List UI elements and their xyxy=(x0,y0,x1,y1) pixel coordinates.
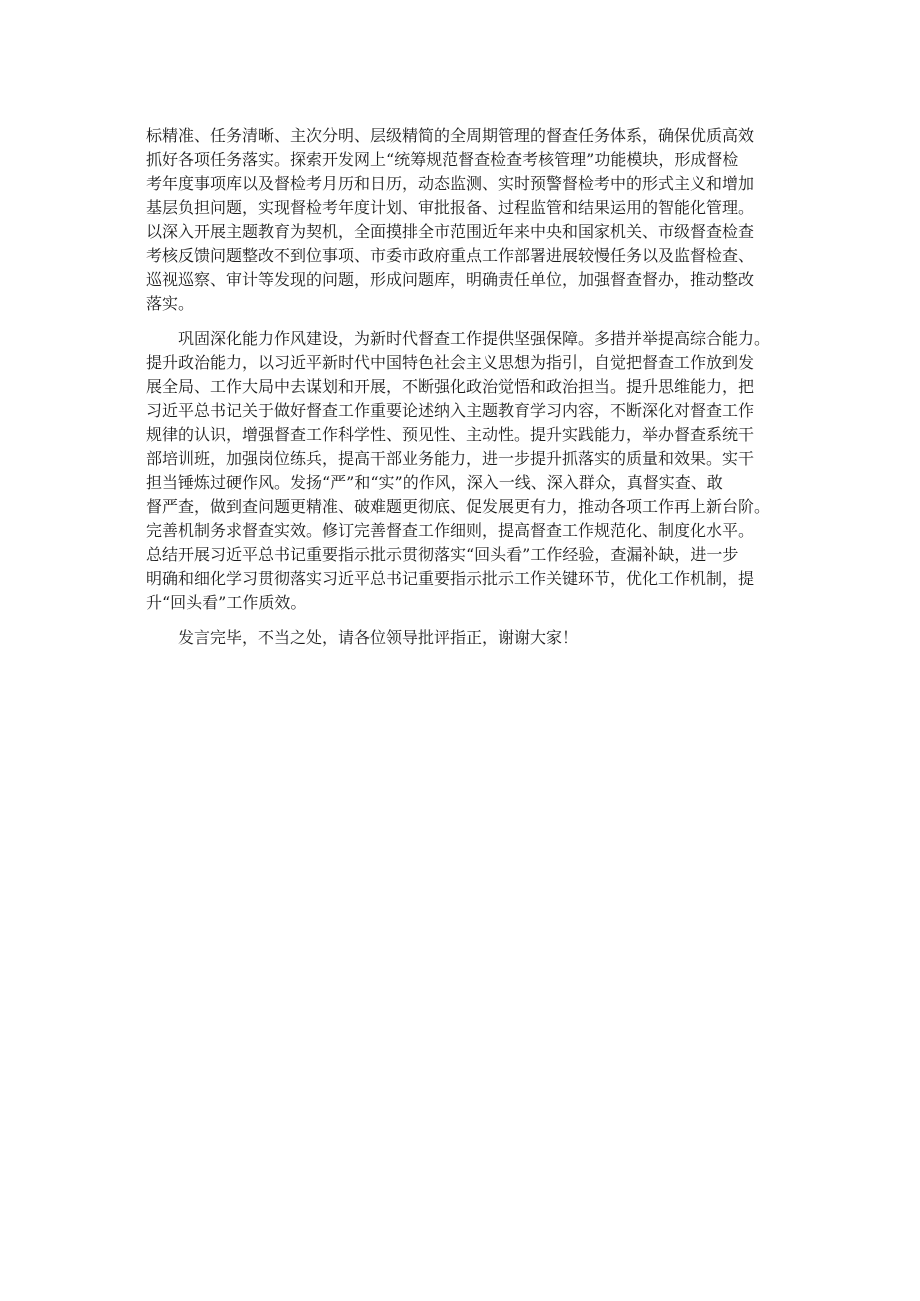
text-line: 巡视巡察、审计等发现的问题，形成问题库，明确责任单位，加强督查督办，推动整改 xyxy=(146,270,755,289)
text-line: 展全局、工作大局中去谋划和开展，不断强化政治觉悟和政治担当。提升思维能力，把 xyxy=(146,377,755,396)
text-line: 落实。 xyxy=(146,294,195,313)
text-line: 完善机制务求督查实效。修订完善督查工作细则，提高督查工作规范化、制度化水平。 xyxy=(146,521,755,540)
text-line: 考核反馈问题整改不到位事项、市委市政府重点工作部署进展较慢任务以及监督检查、 xyxy=(146,246,755,265)
paragraph-1 xyxy=(146,124,778,316)
text-line: 部培训班，加强岗位练兵，提高干部业务能力，进一步提升抓落实的质量和效果。实干 xyxy=(146,449,755,468)
paragraph-2 xyxy=(146,327,778,615)
text-line: 明确和细化学习贯彻落实习近平总书记重要指示批示工作关键环节，优化工作机制，提 xyxy=(146,569,755,588)
text-line: 提升政治能力，以习近平新时代中国特色社会主义思想为指引，自觉把督查工作放到发 xyxy=(146,353,755,372)
text-line: 发言完毕，不当之处，请各位领导批评指正，谢谢大家！ xyxy=(146,628,579,647)
text-line: 习近平总书记关于做好督查工作重要论述纳入主题教育学习内容，不断深化对督查工作 xyxy=(146,401,755,420)
text-line: 考年度事项库以及督检考月历和日历，动态监测、实时预警督检考中的形式主义和增加 xyxy=(146,174,755,193)
text-line: 以深入开展主题教育为契机，全面摸排全市范围近年来中央和国家机关、市级督查检查 xyxy=(146,222,755,241)
paragraph-3 xyxy=(146,626,778,650)
text-line: 基层负担问题，实现督检考年度计划、审批报备、过程监管和结果运用的智能化管理。 xyxy=(146,198,755,217)
document-body xyxy=(146,124,778,661)
text-line: 规律的认识，增强督查工作科学性、预见性、主动性。提升实践能力，举办督查系统干 xyxy=(146,425,755,444)
text-line: 总结开展习近平总书记重要指示批示贯彻落实“回头看”工作经验，查漏补缺，进一步 xyxy=(146,545,739,564)
text-line: 升“回头看”工作质效。 xyxy=(146,593,307,612)
text-line: 巩固深化能力作风建设，为新时代督查工作提供坚强保障。多措并举提高综合能力。 xyxy=(146,329,771,348)
text-line: 担当锤炼过硬作风。发扬“严”和“实”的作风，深入一线、深入群众，真督实查、敢 xyxy=(146,473,723,492)
text-line: 标精准、任务清晰、主次分明、层级精简的全周期管理的督查任务体系，确保优质高效 xyxy=(146,126,755,145)
text-line: 抓好各项任务落实。探索开发网上“统筹规范督查检查考核管理”功能模块，形成督检 xyxy=(146,150,739,169)
text-line: 督严查，做到查问题更精准、破难题更彻底、促发展更有力，推动各项工作再上新台阶。 xyxy=(146,497,771,516)
